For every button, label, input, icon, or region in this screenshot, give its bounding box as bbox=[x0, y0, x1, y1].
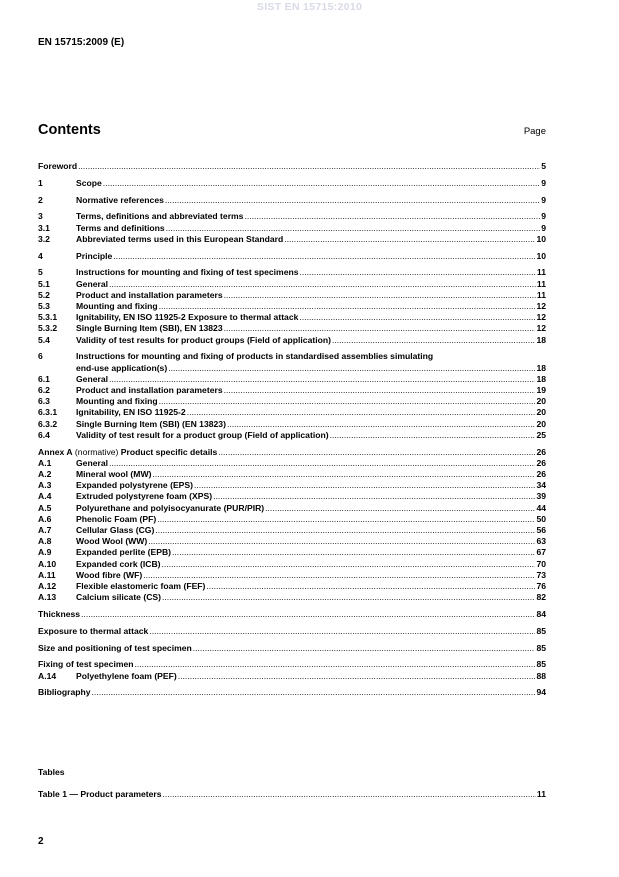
toc-title: Principle bbox=[76, 250, 113, 261]
toc-page: 9 bbox=[541, 222, 546, 233]
toc-number: A.8 bbox=[38, 536, 52, 547]
toc-entry-exposure[interactable] bbox=[38, 626, 546, 637]
toc-page: 26 bbox=[536, 446, 546, 457]
page-number: 2 bbox=[38, 836, 44, 847]
toc-page: 5 bbox=[541, 161, 546, 171]
toc-page: 12 bbox=[536, 301, 546, 311]
toc-entry-6-3[interactable] bbox=[38, 396, 546, 407]
toc-page: 85 bbox=[536, 659, 546, 670]
toc-entry-bibliography[interactable] bbox=[38, 687, 546, 698]
toc-title: Wood Wool (WW) bbox=[76, 536, 148, 547]
toc-number: A.6 bbox=[38, 513, 52, 524]
toc-title: Bibliography bbox=[38, 687, 91, 698]
toc-title: Expanded cork (ICB) bbox=[76, 558, 161, 569]
tables-heading: Tables bbox=[38, 767, 65, 777]
toc-entry-a-13[interactable] bbox=[38, 592, 546, 603]
toc-title: Annex A bbox=[38, 446, 73, 457]
toc-page: 44 bbox=[536, 502, 546, 513]
toc-title: Exposure to thermal attack bbox=[38, 625, 149, 636]
toc-page: 10 bbox=[536, 250, 546, 261]
toc-page: 18 bbox=[536, 373, 546, 384]
toc-number: 6.1 bbox=[38, 373, 50, 384]
toc-page: 25 bbox=[536, 429, 546, 440]
toc-entry-6-2[interactable] bbox=[38, 385, 546, 396]
toc-entry-a-6[interactable] bbox=[38, 514, 546, 525]
list-of-tables bbox=[38, 789, 546, 800]
table-of-contents bbox=[38, 161, 546, 699]
page-column-label: Page bbox=[523, 126, 546, 137]
toc-page: 76 bbox=[536, 581, 546, 592]
toc-page: 63 bbox=[536, 536, 546, 547]
toc-entry-a-14[interactable] bbox=[38, 671, 546, 682]
toc-entry-6-4[interactable] bbox=[38, 430, 546, 441]
toc-entry-2[interactable] bbox=[38, 195, 546, 206]
toc-entry-a-12[interactable] bbox=[38, 581, 546, 592]
toc-title: Size and positioning of test specimen bbox=[38, 642, 192, 653]
toc-entry-1[interactable] bbox=[38, 178, 546, 189]
toc-page: 11 bbox=[536, 267, 546, 278]
document-id: EN 15715:2009 (E) bbox=[38, 37, 125, 48]
toc-number: 5.4 bbox=[38, 334, 50, 345]
toc-number: A.14 bbox=[38, 670, 57, 681]
toc-page: 9 bbox=[541, 194, 546, 205]
toc-title: Terms, definitions and abbreviated terms bbox=[76, 211, 244, 222]
toc-page: 39 bbox=[536, 491, 546, 502]
toc-title: Validity of test results for product groups (Field of application) bbox=[76, 334, 331, 345]
page-title: Contents bbox=[38, 122, 101, 138]
toc-page: 26 bbox=[536, 469, 546, 480]
toc-title: Product and installation parameters bbox=[76, 385, 223, 396]
toc-page: 56 bbox=[536, 525, 546, 536]
toc-page: 26 bbox=[536, 457, 546, 468]
toc-number: 3.2 bbox=[38, 233, 50, 244]
toc-page: 18 bbox=[536, 334, 546, 345]
toc-title: Cellular Glass (CG) bbox=[76, 525, 155, 536]
toc-entry-3[interactable] bbox=[38, 211, 546, 222]
toc-title: Normative references bbox=[76, 194, 164, 205]
toc-page: 20 bbox=[536, 418, 546, 429]
toc-entry-a-11[interactable] bbox=[38, 570, 546, 581]
toc-page: 34 bbox=[536, 480, 546, 491]
toc-number: A.10 bbox=[38, 558, 57, 569]
toc-entry-5-3[interactable] bbox=[38, 301, 546, 312]
toc-page: 18 bbox=[536, 362, 546, 373]
toc-title: end-use application(s) bbox=[76, 362, 168, 373]
toc-entry-thickness[interactable] bbox=[38, 609, 546, 620]
toc-entry-a-8[interactable] bbox=[38, 536, 546, 547]
toc-entry-a-7[interactable] bbox=[38, 525, 546, 536]
toc-title: General bbox=[76, 457, 109, 468]
toc-title: Expanded polystyrene (EPS) bbox=[76, 480, 194, 491]
toc-number: 5.2 bbox=[38, 289, 50, 300]
toc-page: 20 bbox=[536, 407, 546, 418]
toc-number: A.1 bbox=[38, 457, 52, 468]
table-page: 11 bbox=[536, 789, 546, 799]
toc-title: Wood fibre (WF) bbox=[76, 569, 143, 580]
toc-entry-5-1[interactable] bbox=[38, 279, 546, 290]
toc-annex-type: (normative) bbox=[72, 446, 121, 457]
table-title: Table 1 — Product parameters bbox=[38, 789, 162, 799]
toc-page: 11 bbox=[536, 289, 546, 300]
toc-number: 6.4 bbox=[38, 429, 50, 440]
toc-number: A.3 bbox=[38, 480, 52, 491]
toc-number: A.7 bbox=[38, 525, 52, 536]
toc-entry-foreword[interactable] bbox=[38, 161, 546, 172]
toc-entry-a-10[interactable] bbox=[38, 559, 546, 570]
toc-entry-4[interactable] bbox=[38, 251, 546, 262]
watermark: SIST EN 15715:2010 bbox=[256, 1, 363, 13]
toc-page: 10 bbox=[536, 233, 546, 244]
toc-title: Abbreviated terms used in this European Standard bbox=[76, 233, 284, 244]
toc-number: 6 bbox=[38, 351, 43, 362]
toc-title: Foreword bbox=[38, 161, 78, 171]
toc-title: Expanded perlite (EPB) bbox=[76, 547, 172, 558]
toc-number: 6.3 bbox=[38, 396, 50, 407]
toc-number: 5.3 bbox=[38, 301, 50, 311]
toc-title: General bbox=[76, 373, 109, 384]
toc-number: 5.1 bbox=[38, 278, 50, 289]
toc-title: Product and installation parameters bbox=[76, 289, 223, 300]
toc-entry-6-3-2[interactable] bbox=[38, 419, 546, 430]
toc-title: Ignitability, EN ISO 11925-2 Exposure to thermal attack bbox=[76, 312, 299, 323]
toc-number: A.2 bbox=[38, 469, 52, 480]
toc-number: 1 bbox=[38, 177, 43, 188]
toc-number: 6.2 bbox=[38, 385, 50, 396]
toc-number: 4 bbox=[38, 250, 43, 261]
toc-entry-6-3-1[interactable] bbox=[38, 407, 546, 418]
toc-number: 3 bbox=[38, 211, 43, 222]
toc-title: Product specific details bbox=[120, 446, 218, 457]
toc-number: A.5 bbox=[38, 502, 52, 513]
toc-page: 11 bbox=[536, 278, 546, 289]
toc-title: Mineral wool (MW) bbox=[76, 469, 152, 480]
toc-title: Single Burning Item (SBI) (EN 13823) bbox=[76, 418, 226, 429]
toc-entry-size-positioning[interactable] bbox=[38, 643, 546, 654]
toc-entry-5[interactable] bbox=[38, 267, 546, 278]
toc-title: Ignitability, EN ISO 11925-2 bbox=[76, 407, 186, 418]
toc-title: Calcium silicate (CS) bbox=[76, 592, 162, 603]
toc-page: 88 bbox=[536, 670, 546, 681]
toc-entry-a-3[interactable] bbox=[38, 480, 546, 491]
toc-page: 9 bbox=[541, 211, 546, 222]
toc-entry-3-1[interactable] bbox=[38, 223, 546, 234]
toc-title: Mounting and fixing bbox=[76, 396, 158, 407]
toc-title: Thickness bbox=[38, 609, 81, 620]
toc-entry-6-line1[interactable] bbox=[38, 351, 546, 362]
toc-page: 19 bbox=[536, 385, 546, 396]
toc-number: A.9 bbox=[38, 547, 52, 558]
toc-page: 85 bbox=[536, 642, 546, 653]
toc-entry-3-2[interactable] bbox=[38, 234, 546, 245]
toc-number: 6.3.2 bbox=[38, 418, 58, 429]
toc-entry-5-2[interactable] bbox=[38, 290, 546, 301]
toc-title: Single Burning Item (SBI), EN 13823 bbox=[76, 323, 223, 334]
toc-page: 85 bbox=[536, 625, 546, 636]
toc-title: Flexible elastomeric foam (FEF) bbox=[76, 581, 206, 592]
toc-page: 82 bbox=[536, 592, 546, 603]
toc-entry-a-1[interactable] bbox=[38, 458, 546, 469]
toc-entry-5-3-2[interactable] bbox=[38, 323, 546, 334]
toc-entry-a-5[interactable] bbox=[38, 503, 546, 514]
toc-number: 5.3.1 bbox=[38, 312, 58, 323]
toc-page: 12 bbox=[536, 312, 546, 323]
toc-title: Polyethylene foam (PEF) bbox=[76, 670, 177, 681]
toc-number: 2 bbox=[38, 194, 43, 205]
toc-page: 20 bbox=[536, 396, 546, 407]
toc-title: General bbox=[76, 278, 109, 289]
toc-entry-fixing[interactable] bbox=[38, 659, 546, 670]
toc-number: 6.3.1 bbox=[38, 407, 58, 418]
toc-title: Polyurethane and polyisocyanurate (PUR/PIR) bbox=[76, 502, 265, 513]
toc-page: 12 bbox=[536, 323, 546, 334]
toc-title: Fixing of test specimen bbox=[38, 659, 134, 670]
toc-number: 5.3.2 bbox=[38, 323, 58, 334]
toc-number: 3.1 bbox=[38, 222, 50, 233]
toc-title: Instructions for mounting and fixing of products in standardised assemblies simulating bbox=[76, 351, 434, 362]
toc-page: 84 bbox=[536, 609, 546, 620]
toc-number: A.11 bbox=[38, 569, 56, 580]
toc-title: Validity of test result for a product group (Field of application) bbox=[76, 429, 329, 440]
toc-entry-5-3-1[interactable] bbox=[38, 312, 546, 323]
toc-entry-a-4[interactable] bbox=[38, 491, 546, 502]
toc-title: Extruded polystyrene foam (XPS) bbox=[76, 491, 213, 502]
toc-page: 94 bbox=[536, 687, 546, 698]
toc-entry-annex-a[interactable] bbox=[38, 447, 546, 458]
toc-number: A.4 bbox=[38, 491, 52, 502]
toc-entry-a-9[interactable] bbox=[38, 547, 546, 558]
toc-page: 9 bbox=[541, 177, 546, 188]
toc-number: A.13 bbox=[38, 592, 57, 603]
toc-title: Instructions for mounting and fixing of test specimens bbox=[76, 267, 299, 278]
toc-title: Terms and definitions bbox=[76, 222, 165, 233]
toc-number: 5 bbox=[38, 267, 43, 278]
toc-entry-6[interactable] bbox=[38, 363, 546, 374]
toc-entry-a-2[interactable] bbox=[38, 469, 546, 480]
toc-title: Phenolic Foam (PF) bbox=[76, 513, 157, 524]
toc-page: 73 bbox=[536, 569, 546, 580]
toc-page: 70 bbox=[536, 558, 546, 569]
toc-number: A.12 bbox=[38, 581, 57, 592]
toc-entry-6-1[interactable] bbox=[38, 374, 546, 385]
toc-title: Scope bbox=[76, 177, 102, 188]
toc-entry-5-4[interactable] bbox=[38, 335, 546, 346]
toc-page: 67 bbox=[536, 547, 546, 558]
toc-page: 50 bbox=[536, 513, 546, 524]
toc-title: Mounting and fixing bbox=[76, 301, 158, 311]
table-entry-1[interactable] bbox=[38, 789, 546, 800]
